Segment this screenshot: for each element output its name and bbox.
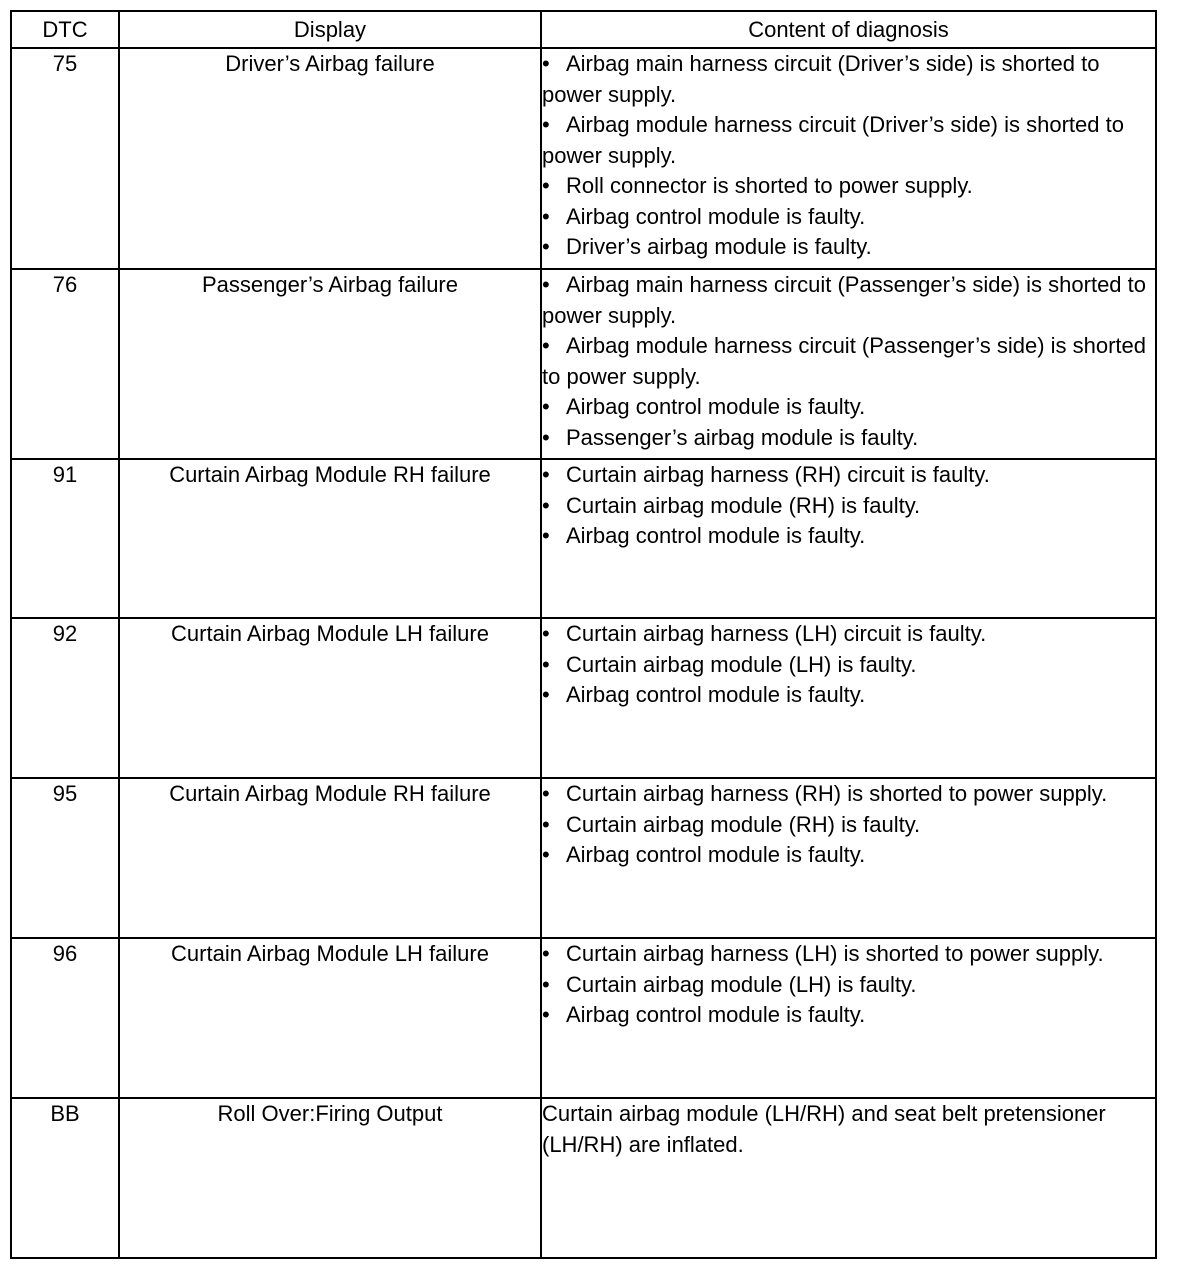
diagnosis-item: • Driver’s airbag module is faulty. <box>542 234 872 259</box>
diagnosis-item: • Passenger’s airbag module is faulty. <box>542 424 919 450</box>
table-row <box>11 778 1156 938</box>
diagnosis-item: • Airbag main harness circuit (Passenger’s side) is shorted to power supply. <box>542 272 1147 328</box>
diagnosis-item: • Airbag main harness circuit (Driver’s side) is shorted to power supply. <box>542 51 1100 107</box>
diagnosis-item: • Airbag control module is faulty. <box>542 1002 866 1027</box>
diagnosis-item: • Curtain airbag module (LH) is faulty. <box>542 651 917 677</box>
header-content: Content of diagnosis <box>541 11 1156 48</box>
diagnosis-item: • Curtain airbag module (RH) is faulty. <box>542 492 921 518</box>
diagnosis-item: • Curtain airbag harness (RH) is shorted to power supply. <box>542 781 1108 806</box>
diagnosis-item: • Curtain airbag module (RH) is faulty. <box>542 811 921 837</box>
diagnosis-content <box>541 459 1156 618</box>
diagnosis-item: • Roll connector is shorted to power supply. <box>542 173 973 198</box>
table-row <box>11 269 1156 459</box>
dtc-code: BB <box>11 1098 119 1258</box>
dtc-code: 92 <box>11 618 119 778</box>
header-display: Display <box>119 11 541 48</box>
diagnosis-item: • Airbag module harness circuit (Passenger’s side) is shorted to power supply. <box>542 333 1147 389</box>
table-row <box>11 1098 1156 1258</box>
dtc-code: 91 <box>11 459 119 618</box>
diagnosis-content <box>541 778 1156 938</box>
display-text: Roll Over:Firing Output <box>119 1098 541 1258</box>
diagnosis-item: • Airbag module harness circuit (Driver’s side) is shorted to power supply. <box>542 112 1124 168</box>
diagnosis-content <box>541 48 1156 269</box>
diagnosis-content <box>541 618 1156 778</box>
display-text: Driver’s Airbag failure <box>119 48 541 269</box>
dtc-code: 76 <box>11 269 119 459</box>
display-text: Curtain Airbag Module RH failure <box>119 778 541 938</box>
diagnosis-item: • Curtain airbag harness (LH) circuit is faulty. <box>542 621 987 646</box>
diagnosis-content <box>541 938 1156 1098</box>
dtc-code: 96 <box>11 938 119 1098</box>
diagnosis-content <box>541 1098 1156 1258</box>
table-header-row <box>11 11 1156 48</box>
diagnosis-item: • Airbag control module is faulty. <box>542 842 866 867</box>
diagnosis-content <box>541 269 1156 459</box>
table-row <box>11 938 1156 1098</box>
diagnosis-text: Curtain airbag module (LH/RH) and seat belt pretensioner (LH/RH) are inflated. <box>542 1101 1106 1157</box>
display-text: Passenger’s Airbag failure <box>119 269 541 459</box>
diagnosis-item: • Airbag control module is faulty. <box>542 394 866 419</box>
dtc-code: 95 <box>11 778 119 938</box>
diagnosis-item: • Airbag control module is faulty. <box>542 203 866 229</box>
header-dtc: DTC <box>11 11 119 48</box>
dtc-code: 75 <box>11 48 119 269</box>
diagnosis-item: • Airbag control module is faulty. <box>542 523 866 548</box>
table-row <box>11 48 1156 269</box>
diagnosis-item: • Curtain airbag harness (LH) is shorted to power supply. <box>542 941 1104 966</box>
table-row <box>11 618 1156 778</box>
diagnosis-item: • Curtain airbag module (LH) is faulty. <box>542 971 917 997</box>
display-text: Curtain Airbag Module LH failure <box>119 938 541 1098</box>
dtc-table <box>10 10 1157 1259</box>
display-text: Curtain Airbag Module LH failure <box>119 618 541 778</box>
table-row <box>11 459 1156 618</box>
diagnosis-item: • Airbag control module is faulty. <box>542 682 866 707</box>
display-text: Curtain Airbag Module RH failure <box>119 459 541 618</box>
diagnosis-item: • Curtain airbag harness (RH) circuit is faulty. <box>542 462 990 487</box>
